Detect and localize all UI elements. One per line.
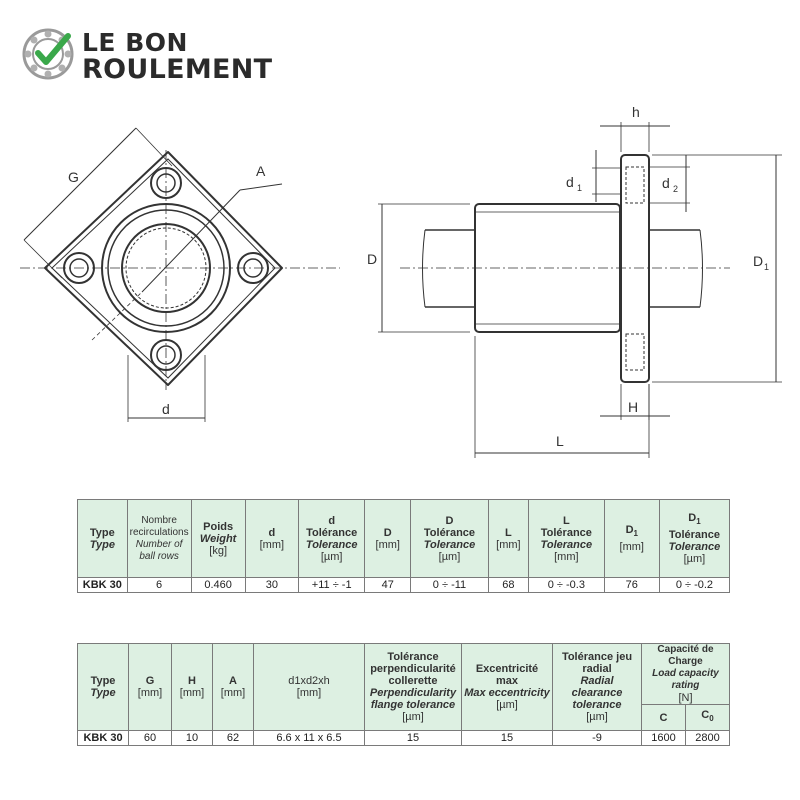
side-view xyxy=(378,122,782,458)
cell-type: KBK 30 xyxy=(78,731,129,746)
brand-logo xyxy=(22,26,302,86)
table-row xyxy=(78,578,730,593)
col-radial-clearance: Tolérance jeu radial Radial clearance tolerance [µm] xyxy=(553,644,642,731)
logo-line2: ROULEMENT xyxy=(82,54,273,85)
dim-label-L: L xyxy=(556,433,564,449)
col-L: L [mm] xyxy=(488,500,528,578)
technical-drawing xyxy=(0,90,800,470)
cell-D1: 76 xyxy=(604,578,659,593)
cell-dxh: 6.6 x 11 x 6.5 xyxy=(254,731,365,746)
col-L-tolerance: L Tolérance Tolerance [mm] xyxy=(529,500,605,578)
cell-d-tol: +11 ÷ -1 xyxy=(299,578,365,593)
cell-rad: -9 xyxy=(553,731,642,746)
cell-D: 47 xyxy=(365,578,411,593)
col-dxh: d1xd2xh [mm] xyxy=(254,644,365,731)
cell-exc: 15 xyxy=(462,731,553,746)
spec-table-2 xyxy=(77,643,730,746)
cell-D-tol: 0 ÷ -11 xyxy=(411,578,489,593)
dim-label-d: d xyxy=(162,401,170,417)
col-D1: $D_1$ [mm] xyxy=(604,500,659,578)
col-d: d [mm] xyxy=(245,500,298,578)
cell-C: 1600 xyxy=(642,731,686,746)
spec-table-1 xyxy=(77,499,730,593)
dim-label-G: G xyxy=(68,169,79,185)
col-G: G [mm] xyxy=(129,644,172,731)
dim-label-d1-sub: 1 xyxy=(577,183,583,193)
col-eccentricity: Excentricité max Max eccentricity [µm] xyxy=(462,644,553,731)
cell-rows: 6 xyxy=(127,578,191,593)
col-weight: Poids Weight [kg] xyxy=(191,500,245,578)
dim-label-D1-sub: 1 xyxy=(764,262,770,272)
cell-weight: 0.460 xyxy=(191,578,245,593)
col-d-tolerance: d Tolérance Tolerance [µm] xyxy=(299,500,365,578)
col-D1-tolerance: $D_1$ Tolérance Tolerance [µm] xyxy=(659,500,729,578)
col-A: A [mm] xyxy=(213,644,254,731)
dim-label-d2: d xyxy=(662,175,670,191)
col-D-tolerance: D Tolérance Tolerance [µm] xyxy=(411,500,489,578)
col-D: D [mm] xyxy=(365,500,411,578)
col-H: H [mm] xyxy=(172,644,213,731)
col-perpendicularity: Tolérance perpendicularité collerette Perpendicularity flange tolerance [µm] xyxy=(365,644,462,731)
col-type: Type Type xyxy=(78,644,129,731)
cell-G: 60 xyxy=(129,731,172,746)
col-ball-rows: Nombre recirculations Number of ball rows xyxy=(127,500,191,578)
cell-C0: 2800 xyxy=(686,731,730,746)
logo-line1: LE BON xyxy=(82,28,188,57)
dim-label-H: H xyxy=(628,399,639,415)
dim-label-h: h xyxy=(632,104,640,120)
col-C0: $C_0$ xyxy=(686,705,730,731)
cell-H: 10 xyxy=(172,731,213,746)
dim-label-A: A xyxy=(256,163,266,179)
cell-D1-tol: 0 ÷ -0.2 xyxy=(659,578,729,593)
cell-type: KBK 30 xyxy=(78,578,128,593)
cell-perp: 15 xyxy=(365,731,462,746)
cell-d: 30 xyxy=(245,578,298,593)
dim-label-D: D xyxy=(367,251,378,267)
cell-A: 62 xyxy=(213,731,254,746)
bearing-check-icon xyxy=(22,26,78,82)
col-C: C xyxy=(642,705,686,731)
cell-L: 68 xyxy=(488,578,528,593)
cell-L-tol: 0 ÷ -0.3 xyxy=(529,578,605,593)
table-row xyxy=(78,731,730,746)
col-type: Type Type xyxy=(78,500,128,578)
dim-label-d1: d xyxy=(566,174,574,190)
dim-label-d2-sub: 2 xyxy=(673,184,679,194)
dim-label-D1: D xyxy=(753,253,764,269)
col-load-capacity: Capacité de Charge Load capacity rating [N] xyxy=(642,644,730,705)
